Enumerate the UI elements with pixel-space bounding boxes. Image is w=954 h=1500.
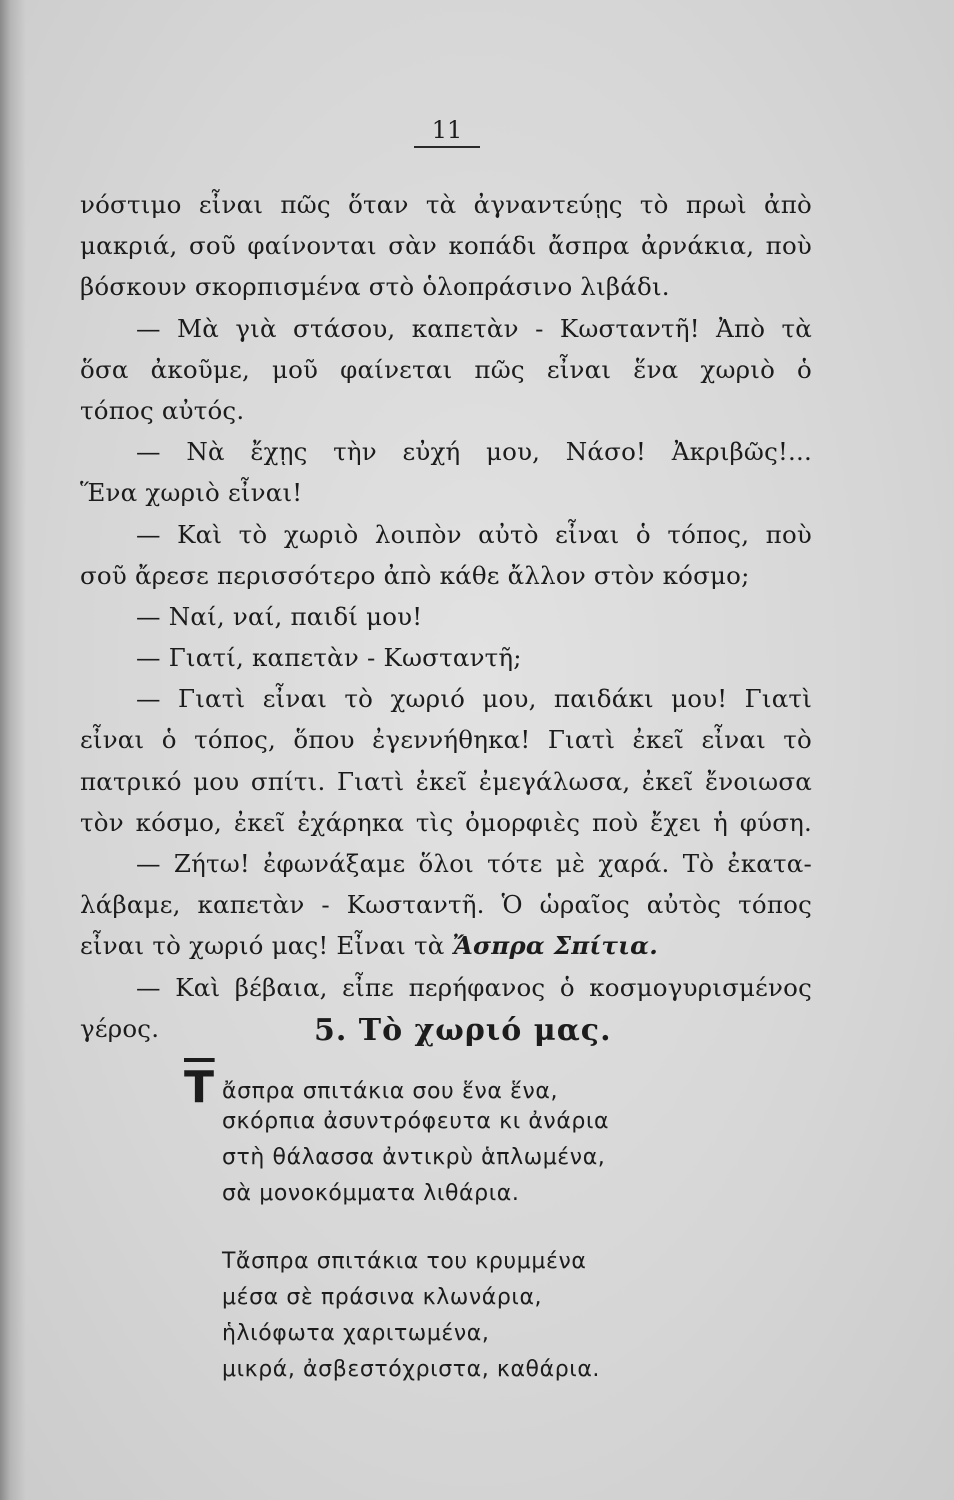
prose-line	[80, 349, 812, 390]
prose-line	[80, 596, 812, 637]
prose-line-text: — Καὶ βέβαια, εἶπε περήφανος ὁ κοσμογυρισμένος	[136, 972, 812, 1002]
prose-line	[80, 266, 812, 307]
prose-line	[80, 884, 812, 925]
prose-line-text: ὅσα ἀκοῦμε, μοῦ φαίνεται πῶς εἶναι ἕνα χωριὸ ὁ	[80, 354, 812, 384]
prose-line	[80, 967, 812, 1008]
prose-line	[80, 390, 812, 431]
prose-line-text: λάβαμε, καπετὰν - Κωσταντῆ. Ὁ ὡραῖος αὐτὸς τόπος	[80, 890, 812, 920]
prose-line-text: βόσκουν σκορπισμένα στὸ ὁλοπράσινο λιβάδι.	[80, 272, 670, 302]
prose-line-text: τόπος αὐτός.	[80, 395, 245, 425]
prose-line-text: εἶναι τὸ χωριό μας! Εἶναι τὰ	[80, 931, 445, 961]
poem-line-text: μέσα σὲ πράσινα κλωνάρια,	[222, 1285, 543, 1310]
prose-line-text: νόστιμο εἶναι πῶς ὅταν τὰ ἀγναντεύῃς τὸ πρωὶ ἀπὸ	[80, 190, 812, 219]
poem-line	[222, 1140, 609, 1176]
prose-line-text: — Καὶ τὸ χωριὸ λοιπὸν αὐτὸ εἶναι ὁ τόπος, ποὺ	[136, 519, 812, 549]
poem-line-text: Τἄσπρα σπιτάκια του κρυμμένα	[222, 1249, 587, 1274]
poem-line	[222, 1244, 609, 1280]
prose-line-text: εἶναι ὁ τόπος, ὅπου ἐγεννήθηκα! Γιατὶ ἐκεῖ εἶναι τὸ	[80, 725, 812, 755]
page-binding-shadow	[0, 0, 26, 1500]
prose-line-text: — Μὰ γιὰ στάσου, καπετὰν - Κωσταντῆ! Ἀπὸ τὰ	[136, 313, 812, 343]
prose-line	[80, 225, 812, 266]
poem-line	[222, 1104, 609, 1140]
poem-line-text: ἄσπρα σπιτάκια σου ἕνα ἕνα,	[222, 1079, 559, 1104]
section-title: 5. Τὸ χωριό μας.	[314, 1013, 612, 1048]
prose-line	[80, 678, 812, 719]
prose-line-text: γέρος.	[80, 1013, 160, 1043]
prose-line-text: — Ναί, ναί, παιδί μου!	[136, 601, 423, 631]
poem-line	[222, 1176, 609, 1212]
prose-line	[80, 472, 812, 513]
prose-line	[80, 431, 812, 472]
prose-body	[80, 184, 812, 1049]
poem	[184, 1062, 610, 1420]
prose-line	[80, 719, 812, 760]
prose-line	[80, 802, 812, 843]
poem-line-text: ἡλιόφωτα χαριτωμένα,	[222, 1321, 490, 1346]
poem-line-text: σὰ μονοκόμματα λιθάρια.	[222, 1181, 520, 1206]
prose-line-text: — Ζήτω! ἐφωνάξαμε ὅλοι τότε μὲ χαρά. Τὸ ἐκατα-	[136, 849, 812, 878]
prose-line	[80, 761, 812, 802]
prose-line-text: Ἕνα χωριὸ εἶναι!	[80, 478, 303, 508]
prose-line	[80, 925, 812, 966]
prose-line-text: — Νὰ ἔχῃς τὴν εὐχή μου, Νάσο! Ἀκριβῶς!...	[136, 437, 812, 467]
poem-stanza	[184, 1062, 610, 1212]
poem-line-text: στὴ θάλασσα ἀντικρὺ ἁπλωμένα,	[222, 1145, 606, 1170]
prose-line-text: σοῦ ἄρεσε περισσότερο ἀπὸ κάθε ἄλλον στὸν κόσμο;	[80, 560, 750, 590]
poem-line	[184, 1062, 609, 1113]
emphasized-title: Ἄσπρα Σπίτια.	[452, 931, 658, 961]
poem-line	[222, 1352, 609, 1388]
prose-line	[80, 514, 812, 555]
poem-line-text: μικρά, ἀσβεστόχριστα, καθάρια.	[222, 1357, 601, 1382]
poem-line	[222, 1280, 609, 1316]
prose-line	[80, 184, 812, 225]
prose-line	[80, 555, 812, 596]
prose-line-text: μακριά, σοῦ φαίνονται σὰν κοπάδι ἄσπρα ἀρνάκια, ποὺ	[80, 231, 812, 261]
prose-line-text: τὸν κόσμο, ἐκεῖ ἐχάρηκα τὶς ὀμορφιὲς ποὺ ἔχει ἡ φύση.	[80, 807, 812, 837]
page-number: 11	[414, 116, 480, 148]
prose-line	[80, 637, 812, 678]
poem-line-text: σκόρπια ἀσυντρόφευτα κι ἀνάρια	[222, 1109, 610, 1134]
prose-line	[80, 308, 812, 349]
prose-line-text: — Γιατὶ εἶναι τὸ χωριό μου, παιδάκι μου! Γιατὶ	[136, 684, 812, 714]
prose-line	[80, 843, 812, 884]
prose-line-text: — Γιατί, καπετὰν - Κωσταντῆ;	[136, 643, 522, 673]
poem-stanza	[222, 1244, 609, 1388]
drop-cap: $\overline{T}$	[184, 1062, 215, 1113]
prose-line-text: πατρικό μου σπίτι. Γιατὶ ἐκεῖ ἐμεγάλωσα, ἐκεῖ ἔνοιωσα	[80, 766, 812, 796]
poem-line	[222, 1316, 609, 1352]
